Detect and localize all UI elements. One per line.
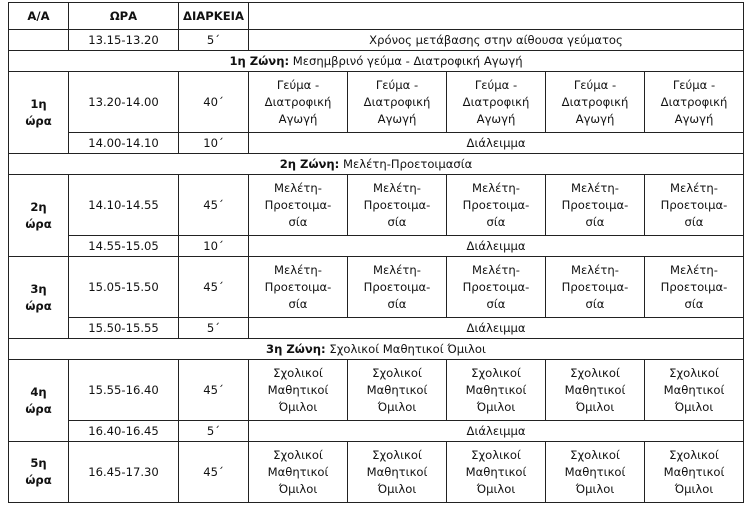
hour-label-line2: ώρα: [25, 113, 52, 128]
transition-aa: [9, 30, 69, 51]
activity-line: Μελέτη-: [670, 180, 718, 195]
hour-time: 15.05-15.50: [69, 257, 179, 318]
zone-name: Μεσημβρινό γεύμα - Διατροφική Αγωγή: [292, 53, 523, 68]
break-duration: 5΄: [179, 421, 249, 442]
activity-line: Όμιλοι: [476, 399, 516, 414]
hour-time: 14.10-14.55: [69, 175, 179, 236]
activity-cell: [546, 442, 645, 503]
break-text: Διάλειμμα: [249, 318, 744, 339]
activity-line: Προετοιμα-: [561, 197, 629, 212]
zone-title: [9, 339, 744, 360]
activity-line: Προετοιμα-: [462, 279, 530, 294]
hour-label-line2: ώρα: [25, 473, 52, 487]
activity-line: Σχολικοί: [471, 365, 521, 380]
activity-line: Μελέτη-: [274, 262, 322, 277]
hour-row: [9, 257, 744, 318]
hour-label: [9, 72, 69, 154]
activity-cell: [249, 72, 348, 133]
transition-text: Χρόνος μετάβασης στην αίθουσα γεύματος: [249, 30, 744, 51]
hour-row: [9, 442, 744, 503]
activity-line: Γεύμα -: [573, 77, 617, 92]
activity-line: Όμιλοι: [377, 481, 417, 496]
zone-row: [9, 339, 744, 360]
activity-line: Μελέτη-: [670, 262, 718, 277]
break-duration: 5΄: [179, 318, 249, 339]
zone-title: [9, 51, 744, 72]
zone-title: [9, 154, 744, 175]
activity-cell: [249, 442, 348, 503]
activity-line: Αγωγή: [674, 111, 714, 126]
activity-line: Σχολικοί: [570, 365, 620, 380]
activity-line: Γεύμα -: [276, 77, 320, 92]
activity-line: σία: [288, 296, 308, 311]
break-time: 15.50-15.55: [69, 318, 179, 339]
activity-line: Σχολικοί: [471, 447, 521, 462]
hour-duration: 45΄: [179, 442, 249, 503]
activity-line: σία: [585, 214, 605, 229]
break-row: [9, 318, 744, 339]
break-text: Διάλειμμα: [249, 236, 744, 257]
activity-line: Αγωγή: [476, 111, 516, 126]
activity-line: Γεύμα -: [375, 77, 419, 92]
hour-label-line2: ώρα: [25, 298, 52, 313]
hour-label-line1: 4η: [30, 384, 47, 399]
zone-name: Μελέτη-Προετοιμασία: [343, 156, 473, 171]
break-time: 16.40-16.45: [69, 421, 179, 442]
break-duration: 10΄: [179, 133, 249, 154]
hour-label: [9, 442, 69, 503]
activity-cell: [249, 257, 348, 318]
activity-line: σία: [486, 214, 506, 229]
hour-duration: 45΄: [179, 257, 249, 318]
activity-line: σία: [387, 296, 407, 311]
activity-line: Προετοιμα-: [363, 279, 431, 294]
activity-line: Μελέτη-: [373, 180, 421, 195]
activity-line: Μαθητικοί: [564, 382, 626, 397]
schedule-table: [8, 2, 744, 503]
hour-time: 15.55-16.40: [69, 360, 179, 421]
break-text: Διάλειμμα: [249, 421, 744, 442]
activity-cell: [348, 442, 447, 503]
hour-label-line1: 5η: [30, 456, 47, 470]
activity-cell: [447, 72, 546, 133]
activity-line: Μελέτη-: [571, 262, 619, 277]
hour-label-line2: ώρα: [25, 216, 52, 231]
activity-cell: [249, 175, 348, 236]
zone-label: 3η Ζώνη:: [266, 341, 326, 356]
hour-time: 13.20-14.00: [69, 72, 179, 133]
activity-line: Διατροφική: [363, 94, 431, 109]
header-empty: [249, 3, 744, 30]
activity-line: Σχολικοί: [669, 447, 719, 462]
activity-cell: [348, 72, 447, 133]
hour-label-line1: 1η: [30, 96, 47, 111]
zone-row: [9, 154, 744, 175]
header-duration: ΔΙΑΡΚΕΙΑ: [179, 3, 249, 30]
activity-line: Αγωγή: [278, 111, 318, 126]
activity-cell: [546, 175, 645, 236]
activity-cell: [249, 360, 348, 421]
activity-cell: [645, 257, 744, 318]
break-time: 14.55-15.05: [69, 236, 179, 257]
transition-duration: 5΄: [179, 30, 249, 51]
activity-cell: [546, 360, 645, 421]
activity-line: Όμιλοι: [575, 399, 615, 414]
activity-line: Όμιλοι: [278, 399, 318, 414]
break-duration: 10΄: [179, 236, 249, 257]
hour-label-line1: 2η: [30, 199, 47, 214]
activity-line: Σχολικοί: [372, 447, 422, 462]
transition-row: [9, 30, 744, 51]
activity-line: Όμιλοι: [674, 399, 714, 414]
hour-row: [9, 360, 744, 421]
activity-cell: [546, 72, 645, 133]
activity-cell: [447, 257, 546, 318]
activity-line: Προετοιμα-: [462, 197, 530, 212]
hour-label: [9, 257, 69, 339]
activity-line: Όμιλοι: [575, 481, 615, 496]
break-time: 14.00-14.10: [69, 133, 179, 154]
activity-line: Διατροφική: [462, 94, 530, 109]
activity-line: Όμιλοι: [674, 481, 714, 496]
activity-line: Γεύμα -: [474, 77, 518, 92]
activity-line: Γεύμα -: [672, 77, 716, 92]
activity-line: Αγωγή: [377, 111, 417, 126]
header-row: [9, 3, 744, 30]
activity-cell: [348, 257, 447, 318]
activity-cell: [447, 442, 546, 503]
activity-line: Διατροφική: [660, 94, 728, 109]
activity-cell: [645, 360, 744, 421]
hour-row: [9, 72, 744, 133]
zone-label: 1η Ζώνη:: [229, 53, 290, 68]
activity-line: Μαθητικοί: [267, 382, 329, 397]
activity-line: Μελέτη-: [373, 262, 421, 277]
activity-line: σία: [585, 296, 605, 311]
hour-label-line2: ώρα: [25, 401, 52, 416]
activity-line: Σχολικοί: [570, 447, 620, 462]
header-aa: Α/Α: [9, 3, 69, 30]
activity-line: Σχολικοί: [273, 365, 323, 380]
hour-time: 16.45-17.30: [69, 442, 179, 503]
zone-name: Σχολικοί Μαθητικοί Όμιλοι: [329, 341, 486, 356]
hour-duration: 40΄: [179, 72, 249, 133]
activity-line: Μαθητικοί: [663, 382, 725, 397]
activity-cell: [447, 360, 546, 421]
activity-line: Μελέτη-: [571, 180, 619, 195]
activity-line: Μελέτη-: [274, 180, 322, 195]
hour-duration: 45΄: [179, 175, 249, 236]
hour-duration: 45΄: [179, 360, 249, 421]
hour-label: [9, 360, 69, 442]
break-row: [9, 421, 744, 442]
zone-label: 2η Ζώνη:: [279, 156, 340, 171]
break-row: [9, 133, 744, 154]
activity-line: Μαθητικοί: [663, 464, 725, 479]
activity-line: Όμιλοι: [377, 399, 417, 414]
activity-line: Προετοιμα-: [264, 279, 332, 294]
activity-line: Μελέτη-: [472, 262, 520, 277]
activity-line: Προετοιμα-: [660, 279, 728, 294]
activity-line: Προετοιμα-: [561, 279, 629, 294]
activity-line: Σχολικοί: [372, 365, 422, 380]
activity-line: Μελέτη-: [472, 180, 520, 195]
transition-time: 13.15-13.20: [69, 30, 179, 51]
hour-label: [9, 175, 69, 257]
activity-line: σία: [684, 296, 704, 311]
activity-cell: [447, 175, 546, 236]
activity-line: σία: [288, 214, 308, 229]
activity-line: Μαθητικοί: [564, 464, 626, 479]
break-row: [9, 236, 744, 257]
activity-line: Διατροφική: [561, 94, 629, 109]
activity-line: Σχολικοί: [273, 447, 323, 462]
activity-line: Όμιλοι: [476, 481, 516, 496]
activity-line: Μαθητικοί: [267, 464, 329, 479]
hour-label-line1: 3η: [30, 281, 47, 296]
activity-line: Όμιλοι: [278, 481, 318, 496]
activity-line: Διατροφική: [264, 94, 332, 109]
activity-cell: [645, 72, 744, 133]
activity-line: Μαθητικοί: [366, 382, 428, 397]
activity-line: Μαθητικοί: [366, 464, 428, 479]
activity-cell: [348, 175, 447, 236]
break-text: Διάλειμμα: [249, 133, 744, 154]
activity-line: σία: [387, 214, 407, 229]
activity-line: Αγωγή: [575, 111, 615, 126]
activity-line: Προετοιμα-: [264, 197, 332, 212]
activity-cell: [645, 442, 744, 503]
zone-row: [9, 51, 744, 72]
activity-cell: [348, 360, 447, 421]
activity-line: Μαθητικοί: [465, 464, 527, 479]
activity-line: Προετοιμα-: [363, 197, 431, 212]
activity-cell: [645, 175, 744, 236]
activity-line: Μαθητικοί: [465, 382, 527, 397]
activity-line: σία: [486, 296, 506, 311]
activity-line: Σχολικοί: [669, 365, 719, 380]
activity-cell: [546, 257, 645, 318]
hour-row: [9, 175, 744, 236]
header-time: ΩΡΑ: [69, 3, 179, 30]
activity-line: σία: [684, 214, 704, 229]
activity-line: Προετοιμα-: [660, 197, 728, 212]
